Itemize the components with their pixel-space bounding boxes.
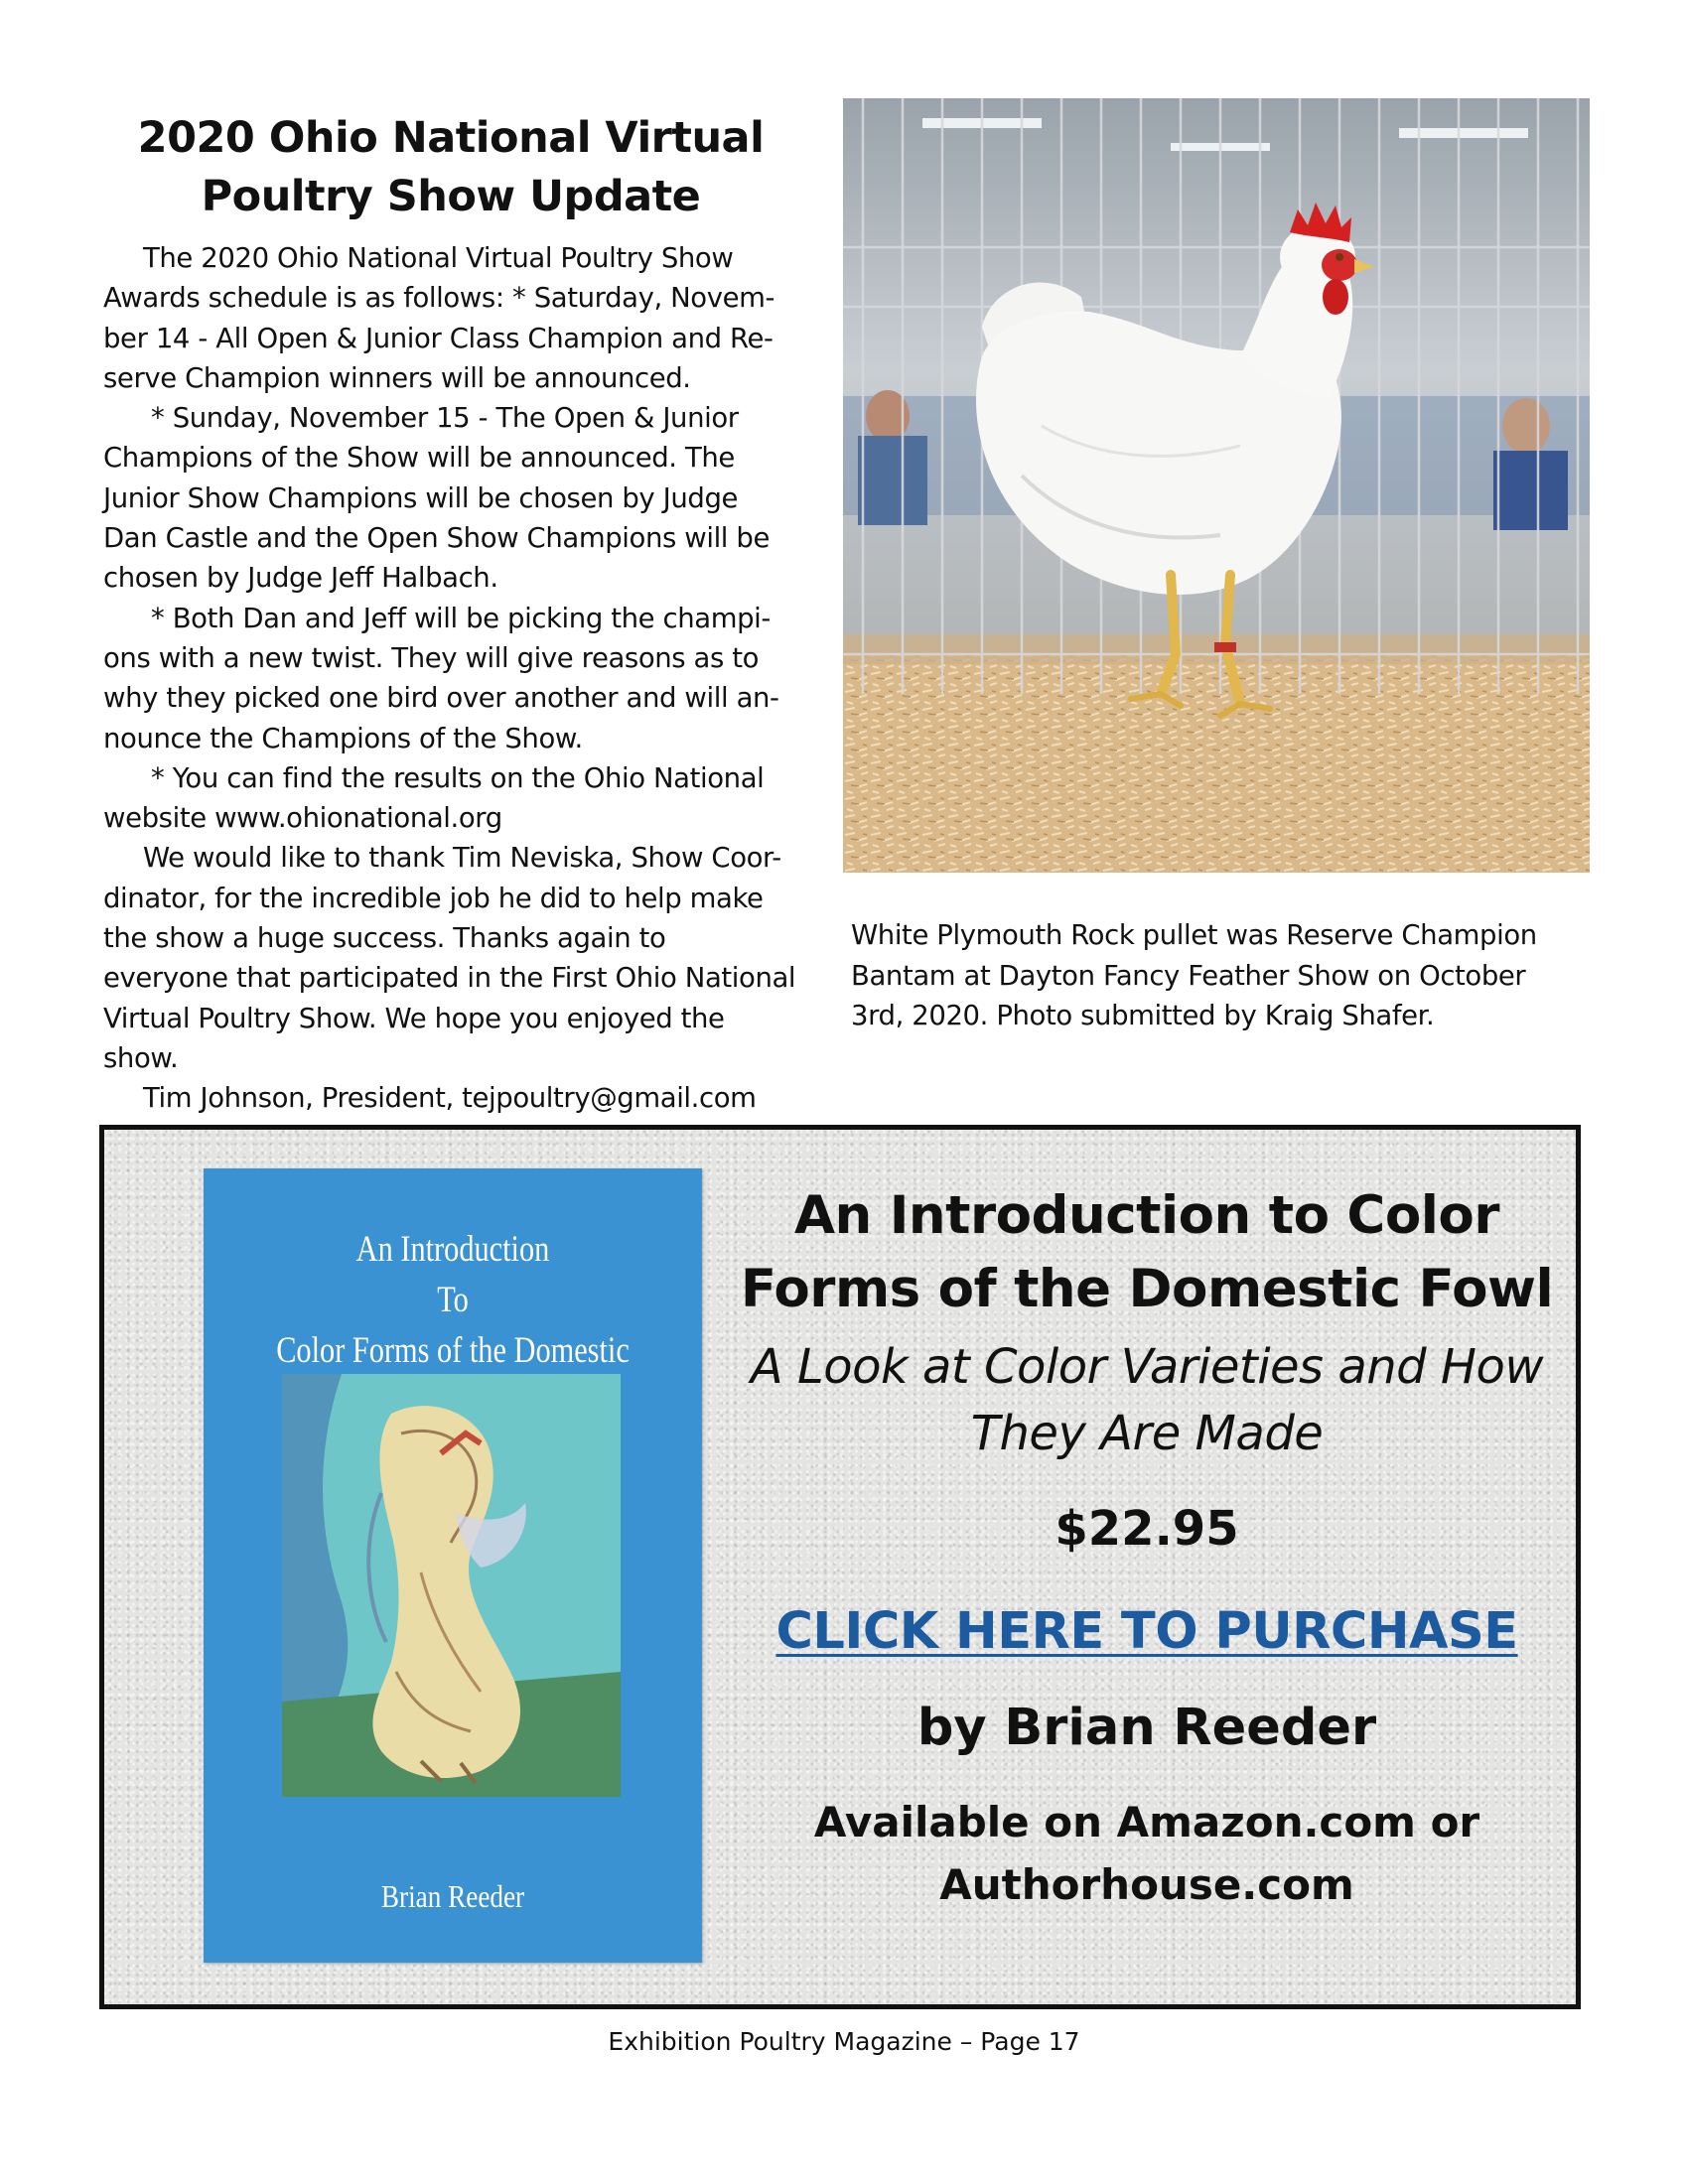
article-title-line1: 2020 Ohio National Virtual (137, 113, 765, 163)
book-title (740, 1179, 1554, 1326)
book-subtitle (740, 1334, 1554, 1467)
cover-title-line1: An Introduction (355, 1229, 550, 1270)
book-title-line1: An Introduction to Color (794, 1185, 1499, 1246)
article-signature: Tim Johnson, President, tejpoultry@gmail.com (143, 1082, 757, 1115)
article-paragraph: The 2020 Ohio National Virtual Poultry Show Awards schedule is as follows: * Saturday, Novem-ber 14 - All Open & Junior Class Champion and Re-serve Champion winners will be announced. (103, 242, 775, 394)
article-paragraph: We would like to thank Tim Neviska, Show Coor-dinator, for the incredible job he did to help make the show a huge success. Thanks again to everyone that participated in the First Ohio National Virtual Poultry Show. We hope you enjoyed the show. (103, 842, 796, 1074)
article-title-line2: Poultry Show Update (201, 172, 701, 221)
cover-art-rooster-icon (282, 1374, 621, 1797)
book-byline: by Brian Reeder (916, 1699, 1377, 1757)
availability-line2: Authorhouse.com (939, 1860, 1354, 1909)
article (103, 109, 798, 1119)
book-cover-author: Brian Reeder (380, 1878, 525, 1914)
page-footer: Exhibition Poultry Magazine – Page 17 (608, 2027, 1080, 2056)
chicken-photo-illustration (843, 98, 1590, 873)
book-price: $22.95 (1055, 1501, 1239, 1557)
book-availability (740, 1791, 1554, 1916)
article-paragraph: * Both Dan and Jeff will be picking the champi-ons with a new twist. They will give reasons as to why they picked one bird over another and will an-nounce the Champions of the Show. (103, 602, 779, 754)
book-subtitle-line2: They Are Made (970, 1406, 1324, 1461)
cover-title-line3: Color Forms of the Domestic (276, 1330, 630, 1371)
photo-caption: White Plymouth Rock pullet was Reserve Champion Bantam at Dayton Fancy Feather Show on October 3rd, 2020. Photo submitted by Kraig Shafer. (851, 919, 1537, 1031)
cover-title-line2: To (437, 1280, 469, 1320)
book-advertisement (99, 1125, 1581, 2009)
book-subtitle-line1: A Look at Color Varieties and How (750, 1339, 1544, 1395)
article-title (103, 109, 798, 226)
article-paragraph: * You can find the results on the Ohio National website www.ohionational.org (103, 761, 765, 835)
book-ad-text (740, 1179, 1554, 1916)
article-paragraph: * Sunday, November 15 - The Open & Junior Champions of the Show will be announced. The Junior Show Champions will be chosen by Judge Dan Castle and the Open Show Champions will be chosen by Judge Jeff Halbach. (103, 402, 770, 595)
book-cover (204, 1168, 702, 1963)
availability-line1: Available on Amazon.com or (813, 1798, 1480, 1846)
chicken-photo (843, 98, 1590, 873)
purchase-link[interactable]: CLICK HERE TO PURCHASE (775, 1602, 1518, 1661)
book-title-line2: Forms of the Domestic Fowl (740, 1259, 1554, 1319)
